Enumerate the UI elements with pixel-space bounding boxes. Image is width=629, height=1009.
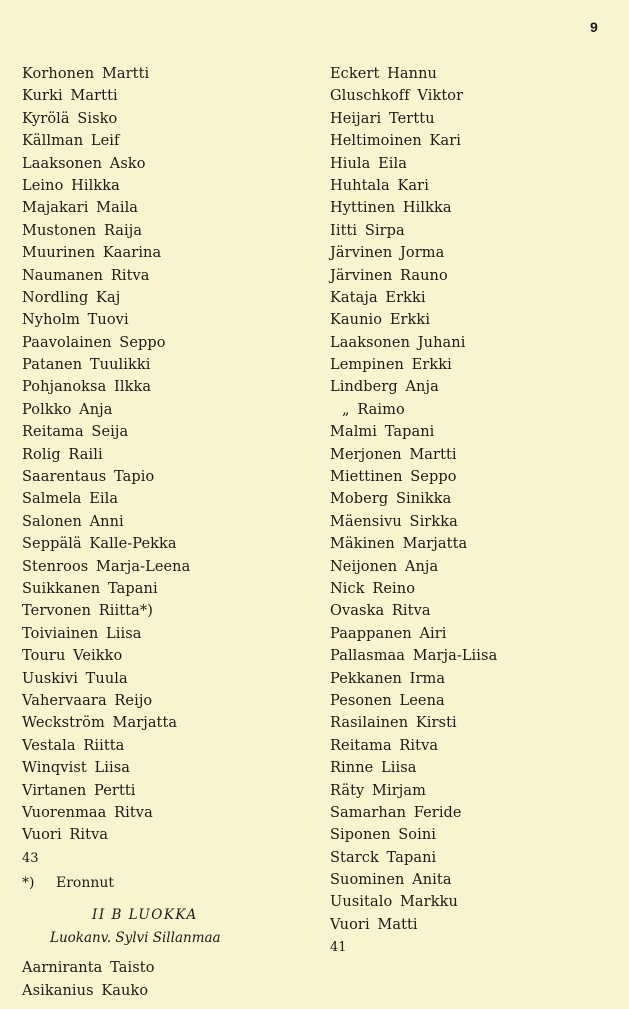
student-name: Laaksonen Asko <box>22 155 146 172</box>
student-name: Nyholm Tuovi <box>22 312 129 329</box>
student-name: Paappanen Airi <box>330 625 447 642</box>
footnote <box>22 872 307 894</box>
student-name: Kurki Martti <box>22 88 118 105</box>
student-name: Eckert Hannu <box>330 66 437 82</box>
student-name: Reitama Ritva <box>330 737 439 754</box>
page-number: 9 <box>590 19 598 35</box>
student-name: Salmela Eila <box>22 491 119 508</box>
student-name: Moberg Sinikka <box>330 491 452 508</box>
student-name: Källman Leif <box>22 133 120 150</box>
footnote-mark: *) <box>22 875 35 892</box>
student-name: Kataja Erkki <box>330 289 426 306</box>
student-name: Vahervaara Reijo <box>22 692 153 709</box>
student-name: Vestala Riitta <box>22 737 125 754</box>
student-name: Järvinen Rauno <box>330 267 448 284</box>
student-name: Pallasmaa Marja-Liisa <box>330 648 498 665</box>
student-name: Järvinen Jorma <box>330 245 445 262</box>
student-name: Rolig Raili <box>22 446 103 463</box>
student-name: Kaunio Erkki <box>330 312 431 329</box>
name-list-right <box>330 63 620 936</box>
student-name: Mäkinen Marjatta <box>330 536 468 553</box>
student-name: Räty Mirjam <box>330 782 426 799</box>
class-count-right: 41 <box>330 940 347 956</box>
student-name: Iitti Sirpa <box>330 222 405 239</box>
student-name: Vuorenmaa Ritva <box>22 804 153 821</box>
student-name: Nick Reino <box>330 580 416 597</box>
student-name: Toiviainen Liisa <box>22 625 142 642</box>
student-name: Mustonen Raija <box>22 222 143 239</box>
student-name: Huhtala Kari <box>330 177 429 194</box>
student-name: Stenroos Marja-Leena <box>22 558 191 575</box>
student-name: Uusitalo Markku <box>330 894 458 911</box>
student-name: Majakari Maila <box>22 200 139 217</box>
student-name: Malmi Tapani <box>330 424 435 441</box>
class-count-left: 43 <box>22 850 39 866</box>
student-name: Lempinen Erkki <box>330 357 452 374</box>
student-name: Siponen Soini <box>330 827 437 844</box>
student-name: Naumanen Ritva <box>22 267 150 284</box>
student-name: Reitama Seija <box>22 424 129 441</box>
student-name: Nordling Kaj <box>22 289 121 306</box>
student-name: Mäensivu Sirkka <box>330 513 458 530</box>
student-name: Winqvist Liisa <box>22 760 131 777</box>
student-name: Vuori Matti <box>330 916 418 933</box>
student-name: Pohjanoksa Ilkka <box>22 379 152 396</box>
student-name: Miettinen Seppo <box>330 469 457 486</box>
student-name: Suikkanen Tapani <box>22 580 158 597</box>
student-name: Pesonen Leena <box>330 692 445 709</box>
student-name: Tervonen Riitta*) <box>22 603 153 620</box>
next-class-name-list <box>22 957 307 1002</box>
student-name: Hyttinen Hilkka <box>330 200 452 217</box>
student-name: Heijari Terttu <box>330 110 435 127</box>
student-name: Heltimoinen Kari <box>330 133 461 150</box>
footnote-text: Eronnut <box>56 875 115 892</box>
class-heading: II B LUOKKA <box>92 907 198 924</box>
student-name: Laaksonen Juhani <box>330 334 466 351</box>
student-name: Touru Veikko <box>22 648 123 665</box>
student-name: Pekkanen Irma <box>330 670 446 687</box>
student-name: Aarniranta Taisto <box>22 960 155 977</box>
student-name: Saarentaus Tapio <box>22 469 155 486</box>
student-name: Weckström Marjatta <box>22 715 178 732</box>
student-name: Uuskivi Tuula <box>22 670 128 687</box>
student-name: Paavolainen Seppo <box>22 334 166 351</box>
student-name: Suominen Anita <box>330 872 452 889</box>
student-name: Korhonen Martti <box>22 66 150 82</box>
student-name: Lindberg Anja <box>330 379 439 396</box>
name-list-left <box>22 63 307 847</box>
student-name: Seppälä Kalle-Pekka <box>22 536 177 553</box>
student-name: Muurinen Kaarina <box>22 245 162 262</box>
right-column <box>330 63 620 960</box>
class-teacher: Luokanv. Sylvi Sillanmaa <box>50 929 221 946</box>
student-name: Virtanen Pertti <box>22 782 136 799</box>
student-name: Ovaska Ritva <box>330 603 431 620</box>
left-column <box>22 63 307 1002</box>
student-name: Patanen Tuulikki <box>22 357 151 374</box>
student-name: Asikanius Kauko <box>22 982 149 999</box>
student-name: Vuori Ritva <box>22 827 109 844</box>
student-name: Polkko Anja <box>22 401 113 418</box>
student-name: Rasilainen Kirsti <box>330 715 457 732</box>
student-name: „ Raimo <box>342 401 405 418</box>
student-name: Hiula Eila <box>330 155 408 172</box>
student-name: Rinne Liisa <box>330 760 417 777</box>
student-name: Samarhan Feride <box>330 804 462 821</box>
student-name: Starck Tapani <box>330 849 437 866</box>
student-name: Kyrölä Sisko <box>22 110 118 127</box>
student-name: Gluschkoff Viktor <box>330 88 464 105</box>
student-name: Neijonen Anja <box>330 558 439 575</box>
student-name: Salonen Anni <box>22 513 124 530</box>
student-name: Leino Hilkka <box>22 177 120 194</box>
student-name: Merjonen Martti <box>330 446 457 463</box>
